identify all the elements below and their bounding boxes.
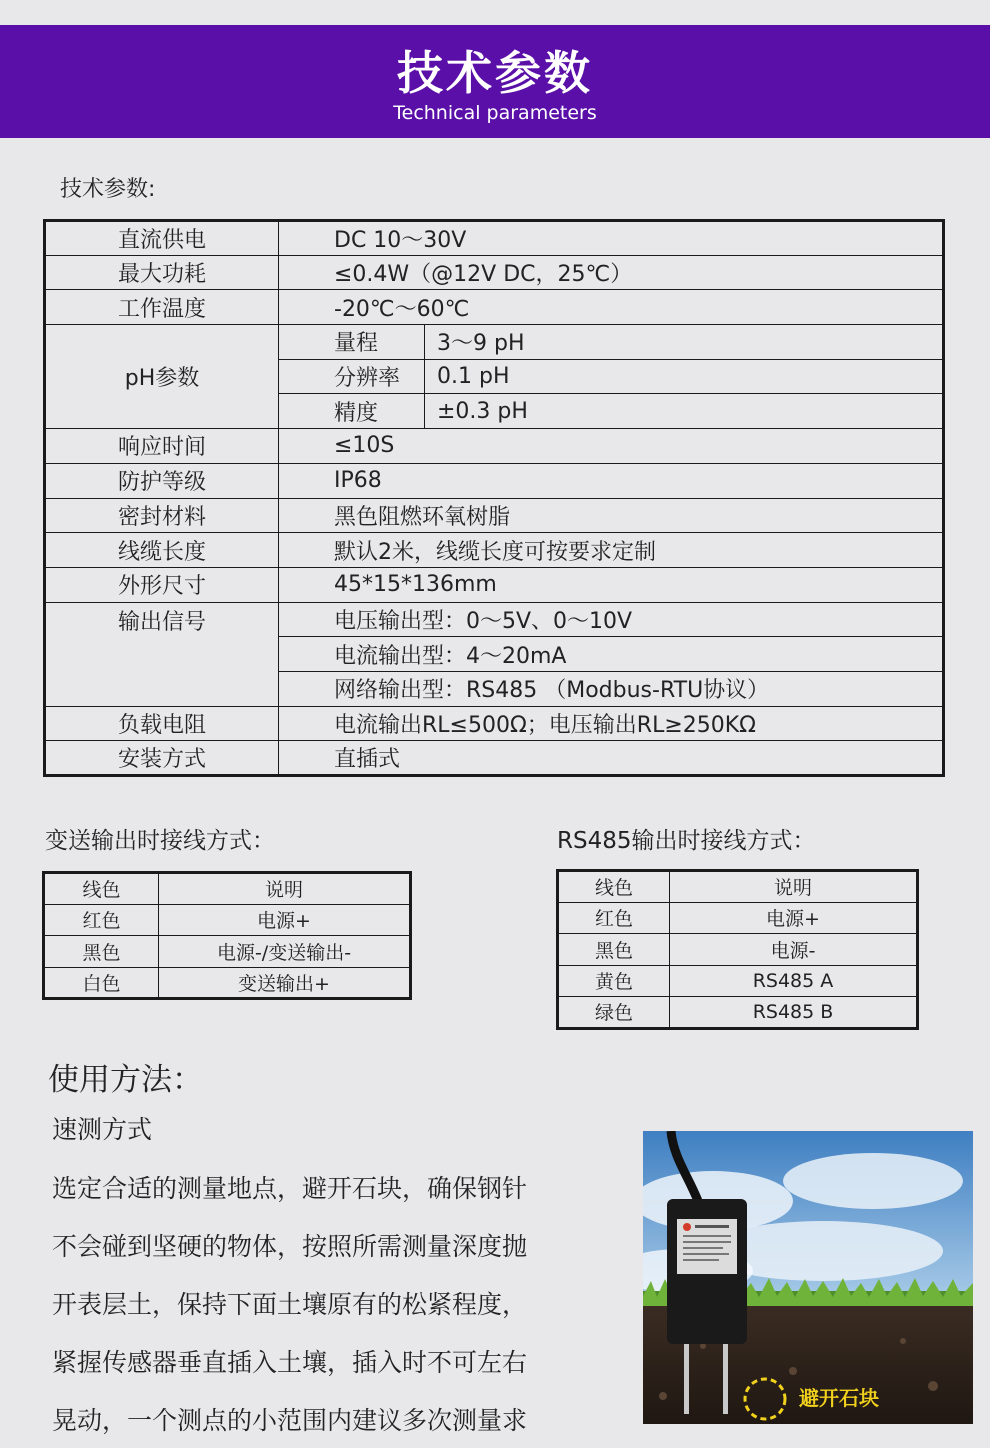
wire-desc-cell: RS485 A bbox=[670, 965, 918, 997]
table-row bbox=[558, 997, 918, 1029]
transmitter-wiring-title: 变送输出时接线方式： bbox=[45, 828, 275, 854]
brand-logo-icon bbox=[683, 1223, 691, 1231]
wire-color-cell: 黑色 bbox=[44, 936, 159, 968]
spec-value: 直插式 bbox=[279, 741, 944, 776]
probe-needle bbox=[723, 1344, 728, 1414]
spec-value: 电流输出RL≤500Ω；电压输出RL≥250KΩ bbox=[279, 706, 944, 741]
spec-key: 线缆长度 bbox=[45, 533, 279, 568]
wire-desc-cell: 电源- bbox=[670, 934, 918, 966]
spec-subvalue: 0.1 pH bbox=[425, 359, 944, 394]
table-row bbox=[558, 902, 918, 934]
table-row bbox=[45, 221, 944, 256]
page-title: 技术参数 bbox=[397, 46, 593, 100]
table-row bbox=[44, 936, 411, 968]
usage-subtitle: 速测方式 bbox=[52, 1115, 153, 1144]
spec-key: 直流供电 bbox=[45, 221, 279, 256]
spec-value: IP68 bbox=[279, 463, 944, 498]
usage-title: 使用方法： bbox=[48, 1062, 203, 1098]
wire-color-cell: 白色 bbox=[44, 967, 159, 999]
table-header-row bbox=[558, 871, 918, 903]
paragraph-line: 不会碰到坚硬的物体，按照所需测量深度抛 bbox=[52, 1232, 528, 1261]
spec-table bbox=[43, 219, 945, 777]
wire-desc-cell: RS485 B bbox=[670, 997, 918, 1029]
table-row bbox=[45, 602, 944, 637]
spec-key: pH参数 bbox=[45, 325, 279, 429]
spec-key: 输出信号 bbox=[45, 602, 279, 706]
table-row bbox=[45, 290, 944, 325]
wire-color-cell: 黑色 bbox=[558, 934, 670, 966]
paragraph-line: 开表层土，保持下面土壤原有的松紧程度， bbox=[52, 1290, 528, 1319]
table-row bbox=[45, 706, 944, 741]
paragraph-line: 晃动，一个测点的小范围内建议多次测量求 bbox=[52, 1406, 528, 1435]
spec-section-title: 技术参数: bbox=[60, 177, 156, 202]
spec-subkey: 精度 bbox=[279, 394, 425, 429]
table-row bbox=[558, 965, 918, 997]
spec-subkey: 量程 bbox=[279, 325, 425, 360]
spec-key: 负载电阻 bbox=[45, 706, 279, 741]
spec-value: 45*15*136mm bbox=[279, 567, 944, 602]
spec-value: 电流输出型：4～20mA bbox=[279, 637, 944, 672]
spec-value: 电压输出型：0～5V、0～10V bbox=[279, 602, 944, 637]
column-header: 说明 bbox=[159, 873, 411, 905]
transmitter-wiring-table bbox=[42, 871, 412, 1000]
column-header: 说明 bbox=[670, 871, 918, 903]
rs485-wiring-table bbox=[556, 869, 919, 1030]
wire-desc-cell: 电源-/变送输出- bbox=[159, 936, 411, 968]
spec-value: ≤10S bbox=[279, 429, 944, 464]
column-header: 线色 bbox=[558, 871, 670, 903]
sensor-in-soil-photo bbox=[643, 1131, 973, 1424]
photo-caption: 避开石块 bbox=[799, 1386, 879, 1410]
spec-value: 网络输出型：RS485 （Modbus-RTU协议） bbox=[279, 671, 944, 706]
spec-key: 安装方式 bbox=[45, 741, 279, 776]
wire-desc-cell: 变送输出+ bbox=[159, 967, 411, 999]
table-row bbox=[558, 934, 918, 966]
wire-color-cell: 红色 bbox=[558, 902, 670, 934]
spec-key: 防护等级 bbox=[45, 463, 279, 498]
table-row bbox=[45, 533, 944, 568]
page-subtitle: Technical parameters bbox=[393, 102, 597, 124]
table-row bbox=[45, 741, 944, 776]
spec-value: 黑色阻燃环氧树脂 bbox=[279, 498, 944, 533]
wire-color-cell: 绿色 bbox=[558, 997, 670, 1029]
spec-subkey: 分辨率 bbox=[279, 359, 425, 394]
rs485-wiring-title: RS485输出时接线方式： bbox=[557, 828, 816, 854]
table-row bbox=[45, 429, 944, 464]
table-row bbox=[45, 325, 944, 360]
paragraph-line: 选定合适的测量地点，避开石块，确保钢针 bbox=[52, 1174, 528, 1203]
wire-desc-cell: 电源+ bbox=[159, 904, 411, 936]
table-header-row bbox=[44, 873, 411, 905]
probe-needle bbox=[684, 1344, 689, 1414]
spec-key: 响应时间 bbox=[45, 429, 279, 464]
spec-value: DC 10～30V bbox=[279, 221, 944, 256]
spec-key: 外形尺寸 bbox=[45, 567, 279, 602]
header-banner bbox=[0, 25, 990, 138]
table-row bbox=[44, 967, 411, 999]
wire-color-cell: 黄色 bbox=[558, 965, 670, 997]
table-row bbox=[45, 463, 944, 498]
column-header: 线色 bbox=[44, 873, 159, 905]
paragraph-line: 紧握传感器垂直插入土壤，插入时不可左右 bbox=[52, 1348, 528, 1377]
spec-key: 工作温度 bbox=[45, 290, 279, 325]
spec-key: 密封材料 bbox=[45, 498, 279, 533]
spec-subvalue: ±0.3 pH bbox=[425, 394, 944, 429]
table-row bbox=[45, 255, 944, 290]
spec-value: 默认2米，线缆长度可按要求定制 bbox=[279, 533, 944, 568]
sensor-illustration bbox=[643, 1131, 973, 1424]
table-row bbox=[45, 498, 944, 533]
spec-value: ≤0.4W（@12V DC，25℃） bbox=[279, 255, 944, 290]
spec-value: -20℃～60℃ bbox=[279, 290, 944, 325]
usage-paragraph bbox=[52, 1160, 622, 1448]
wire-color-cell: 红色 bbox=[44, 904, 159, 936]
table-row bbox=[45, 567, 944, 602]
wire-desc-cell: 电源+ bbox=[670, 902, 918, 934]
spec-key: 最大功耗 bbox=[45, 255, 279, 290]
table-row bbox=[44, 904, 411, 936]
spec-subvalue: 3～9 pH bbox=[425, 325, 944, 360]
